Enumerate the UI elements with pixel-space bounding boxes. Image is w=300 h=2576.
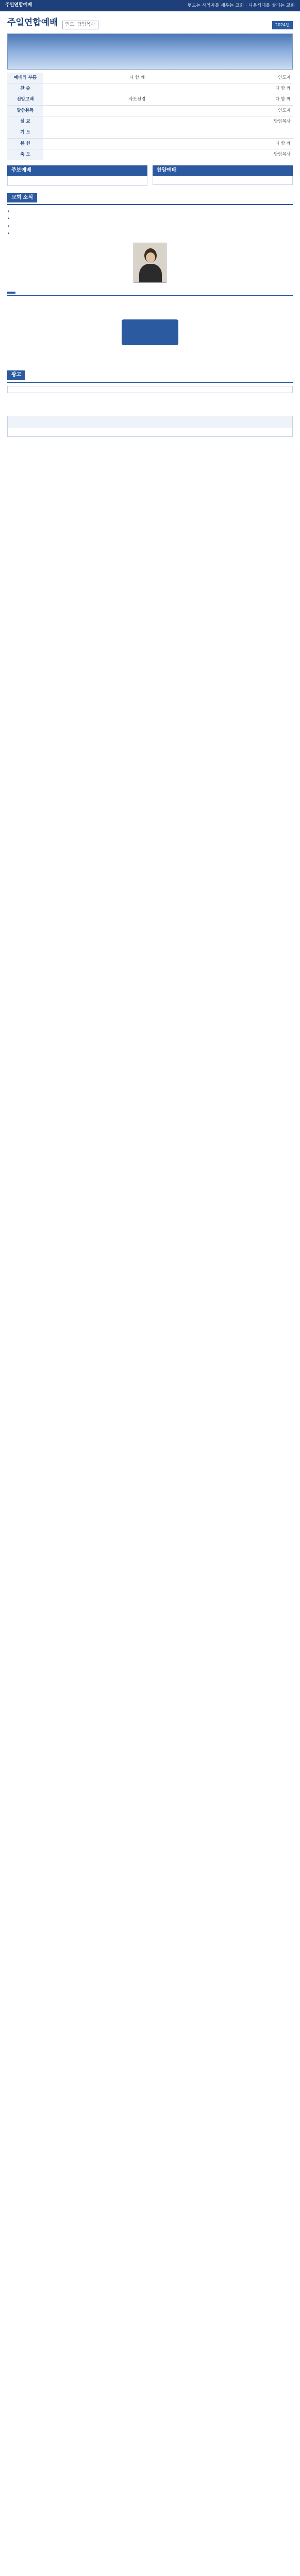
worship-section (0, 11, 300, 160)
news-bullet-item (7, 230, 293, 238)
service-box-right-label: 찬양예배 (157, 167, 177, 174)
worship-order-detail: 다 함 께 (43, 73, 231, 83)
worship-date-badge: 2024년 (272, 21, 293, 29)
worship-order-detail (43, 149, 231, 160)
worship-order-row (7, 127, 293, 138)
bullet-dot-icon: • (7, 224, 10, 229)
worship-order-leader: 다 함 께 (231, 83, 293, 94)
service-box-left-line (12, 181, 143, 182)
notice-section (0, 363, 300, 393)
worship-order-detail (43, 127, 231, 138)
worship-order-detail: 사도신경 (43, 94, 231, 105)
worship-order-item: 봉 헌 (7, 138, 43, 149)
offering-section-header (7, 292, 293, 296)
news-section (0, 186, 300, 283)
news-section-title: 교회 소식 (7, 193, 37, 203)
worship-order-leader: 담임목사 (231, 116, 293, 127)
offering-section-title (7, 292, 15, 294)
worship-order-row (7, 73, 293, 83)
service-box-left (7, 165, 147, 186)
worship-order-detail (43, 138, 231, 149)
worship-order-item: 말씀봉독 (7, 105, 43, 116)
sermon-body (0, 402, 300, 406)
notice-list (7, 386, 293, 393)
worship-order-leader: 담임목사 (231, 149, 293, 160)
worship-order-detail (43, 116, 231, 127)
header-slogan: 행드는 사역자를 세우는 교회 · 다음세대를 살리는 교회 (187, 3, 295, 8)
worship-header (7, 16, 293, 29)
service-box-right-title (153, 165, 293, 176)
worship-order-item: 기 도 (7, 127, 43, 138)
offering-section (0, 284, 300, 363)
bullet-dot-icon: • (7, 209, 10, 215)
column-box (7, 416, 293, 437)
worship-subtitle: 인도: 담임목사 (62, 21, 98, 29)
news-section-header (7, 193, 293, 206)
worship-order-leader: 인도자 (231, 105, 293, 116)
portrait-body (139, 264, 162, 283)
service-box-right-body (153, 176, 293, 185)
news-bullet-item (7, 215, 293, 223)
worship-order-row (7, 94, 293, 105)
worship-order-row (7, 83, 293, 94)
worship-order-item: 설 교 (7, 116, 43, 127)
worship-banner-image (7, 33, 293, 70)
offering-diagram-center (122, 319, 178, 345)
worship-order-item: 축 도 (7, 149, 43, 160)
worship-order-row (7, 138, 293, 149)
column-header (8, 416, 292, 428)
worship-order-item: 신앙고백 (7, 94, 43, 105)
worship-order-item: 찬 송 (7, 83, 43, 94)
news-bullet-item (7, 223, 293, 230)
worship-order-row (7, 116, 293, 127)
notice-section-title: 광고 (7, 370, 25, 380)
worship-title: 주일연합예배 (7, 18, 58, 28)
service-box-left-body (7, 176, 147, 186)
worship-order-leader: 다 함 께 (231, 138, 293, 149)
service-box-left-label: 주보예배 (11, 167, 31, 174)
service-boxes (0, 160, 300, 186)
top-header-bar (0, 0, 300, 11)
person-portrait-image (134, 243, 166, 283)
header-church-name: 주일연합예배 (5, 3, 32, 8)
service-box-left-title (7, 165, 147, 176)
worship-order-row (7, 105, 293, 116)
bullet-dot-icon: • (7, 231, 10, 237)
worship-order-table (7, 73, 293, 161)
worship-order-item: 예배의 부름 (7, 73, 43, 83)
worship-order-leader: 다 함 께 (231, 94, 293, 105)
service-box-right (153, 165, 293, 186)
worship-order-leader: 인도자 (231, 73, 293, 83)
news-bullets (7, 208, 293, 238)
column-body (8, 428, 292, 436)
worship-order-detail (43, 105, 231, 116)
news-bullet-item (7, 208, 293, 215)
worship-order-leader (231, 127, 293, 138)
service-box-right-line (157, 180, 288, 181)
notice-section-header (7, 370, 293, 383)
worship-order-detail (43, 83, 231, 94)
offering-diagram (16, 301, 284, 363)
worship-order-row (7, 149, 293, 160)
bullet-dot-icon: • (7, 216, 10, 222)
